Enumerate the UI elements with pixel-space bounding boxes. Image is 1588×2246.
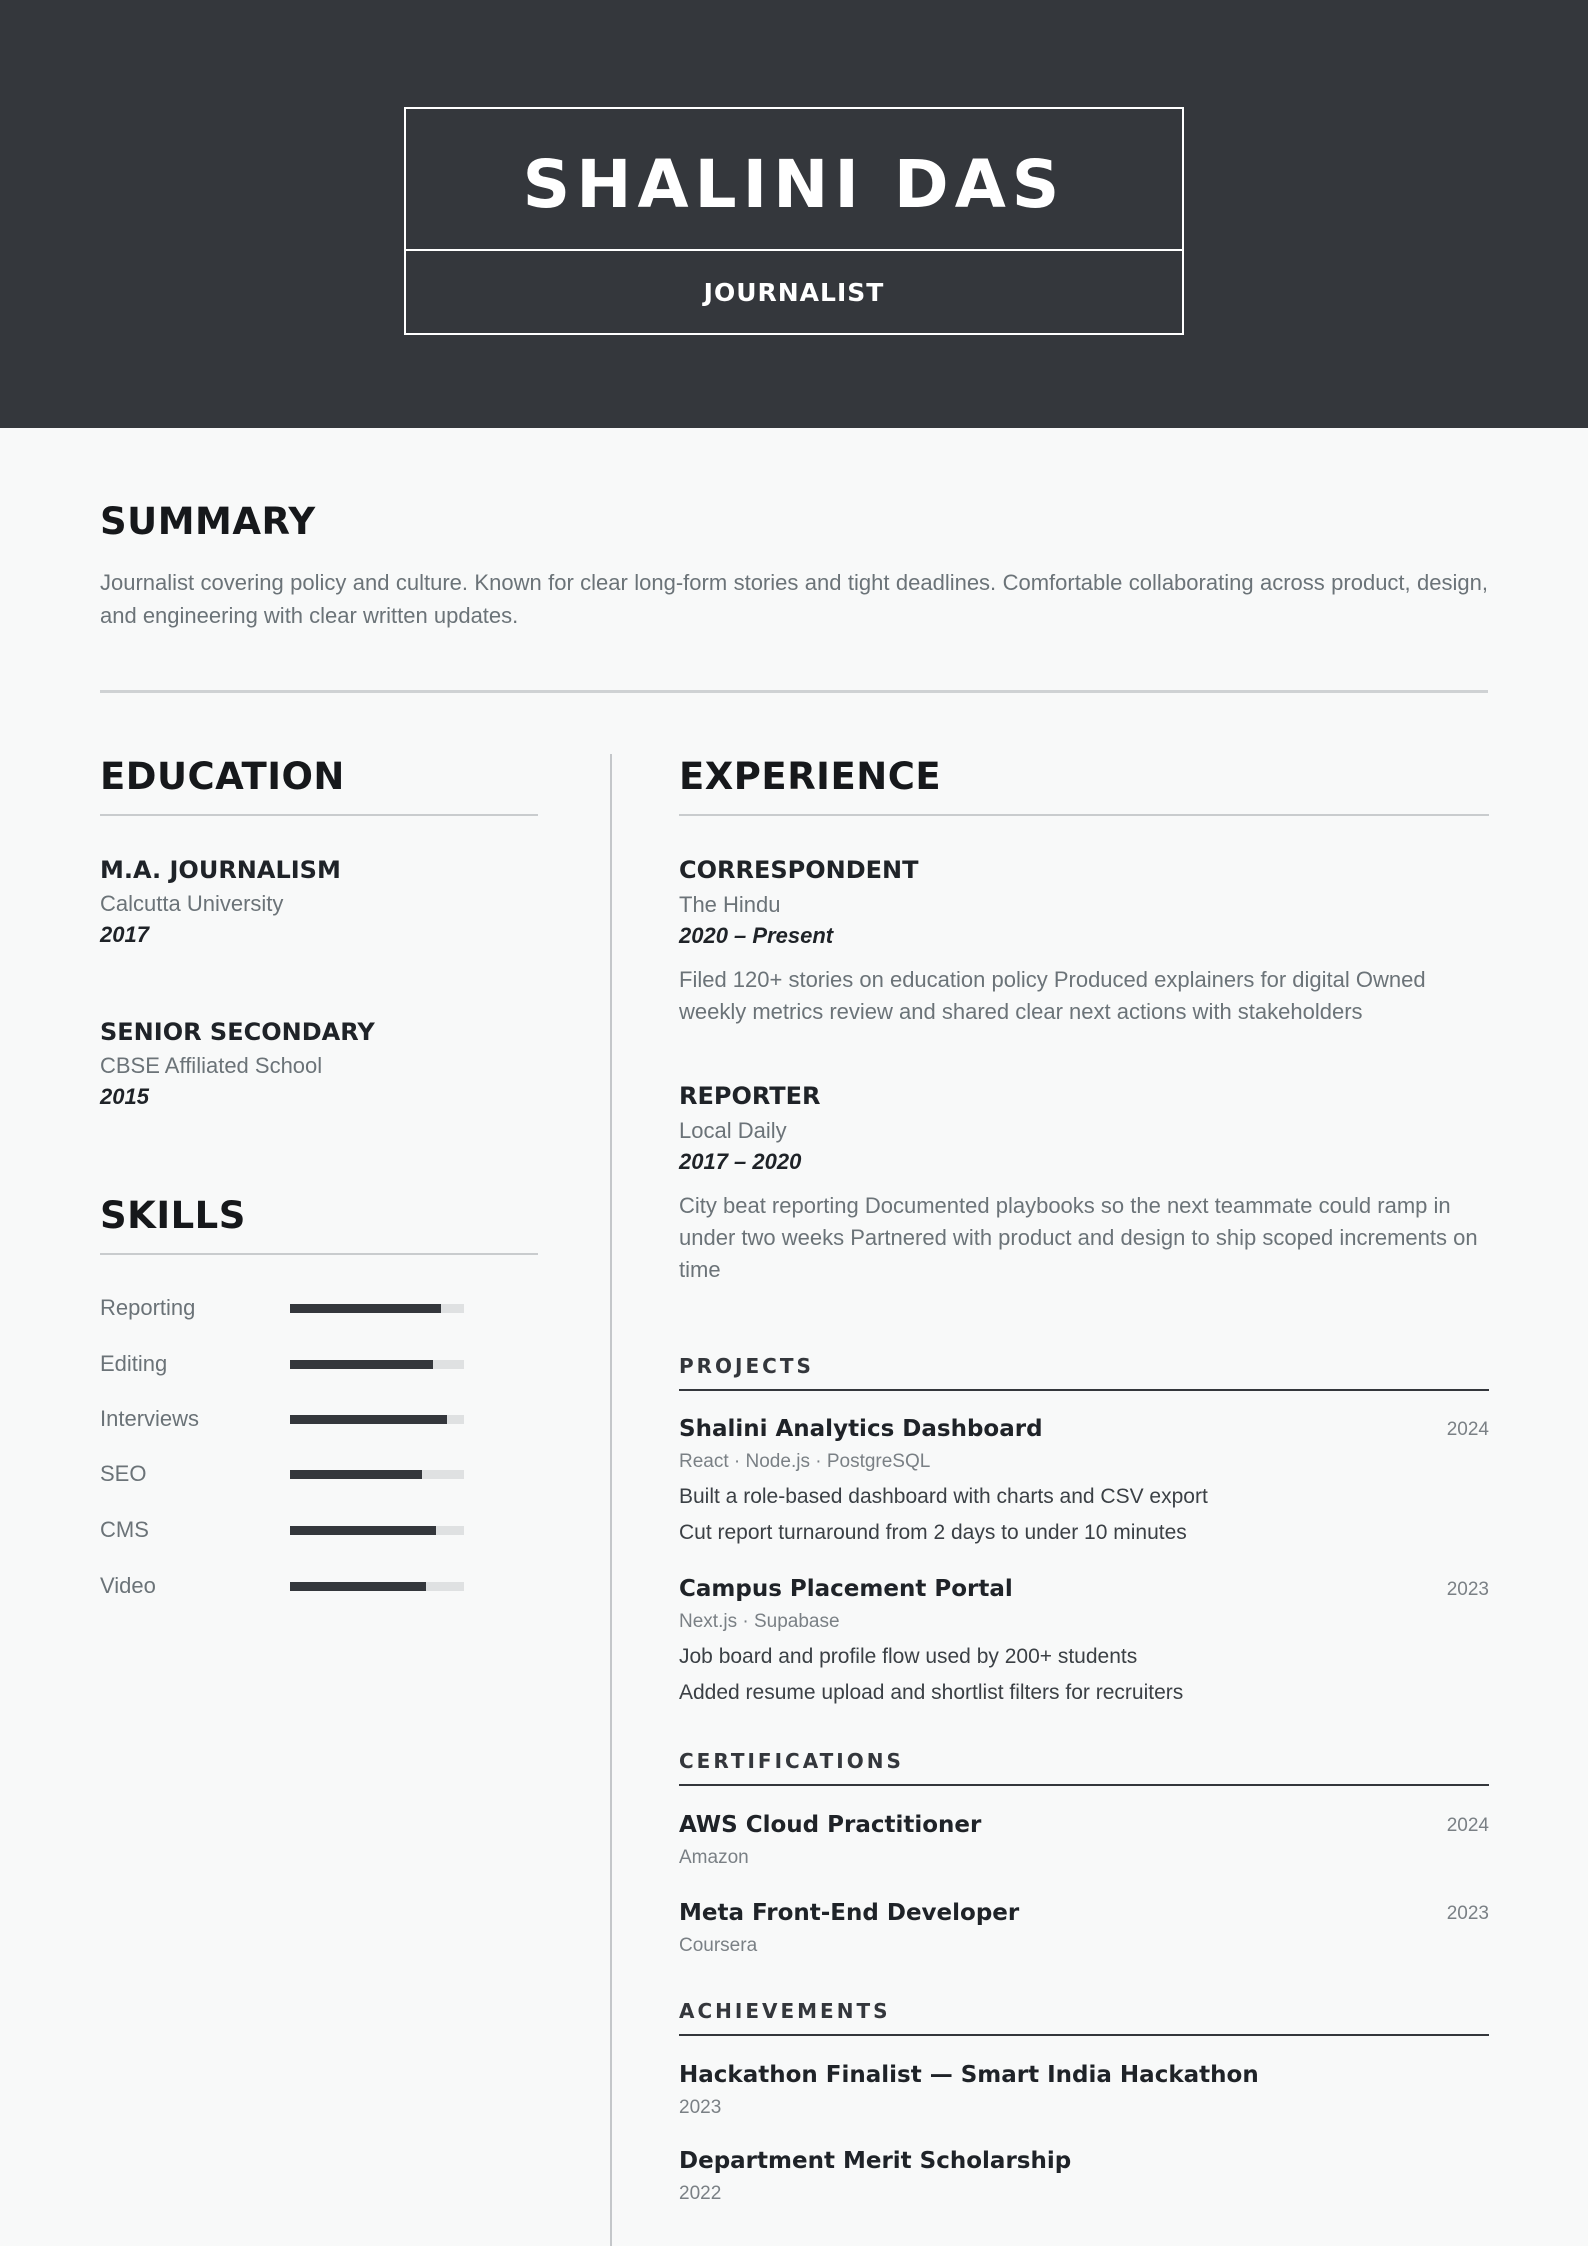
education-entry: [100, 1015, 540, 1111]
job-role-title: REPORTER: [679, 1082, 821, 1110]
achievements-rule: [679, 2034, 1489, 2036]
employer-name: Local Daily: [679, 1118, 787, 1143]
skill-name: Editing: [100, 1351, 168, 1376]
certifications-rule: [679, 1784, 1489, 1786]
certification-title: AWS Cloud Practitioner: [679, 1812, 982, 1838]
summary-divider: [100, 690, 1488, 693]
achievement-year: 2022: [679, 2183, 722, 2204]
project-entry: [679, 1573, 1489, 1711]
achievements-heading: ACHIEVEMENTS: [679, 1999, 891, 2023]
skill-bar-fill: [290, 1415, 447, 1424]
job-title: JOURNALIST: [703, 278, 885, 307]
certification-year: 2023: [1446, 1903, 1489, 1924]
achievement-year: 2023: [679, 2097, 722, 2118]
skill-bar-track: [290, 1470, 464, 1479]
skill-row: [100, 1293, 470, 1323]
degree-title: M.A. JOURNALISM: [100, 856, 341, 884]
experience-rule: [679, 814, 1489, 816]
skill-row: [100, 1571, 470, 1601]
project-title: Campus Placement Portal: [679, 1576, 1013, 1602]
skill-bar-track: [290, 1526, 464, 1535]
header-banner: [0, 0, 1588, 428]
project-tech-stack: React · Node.js · PostgreSQL: [679, 1451, 931, 1472]
employment-dates: 2017 – 2020: [679, 1149, 802, 1174]
skill-name: Reporting: [100, 1295, 196, 1320]
projects-heading: PROJECTS: [679, 1354, 814, 1378]
project-bullet: Built a role-based dashboard with charts and CSV export: [679, 1485, 1208, 1508]
job-description: City beat reporting Documented playbooks so the next teammate could ramp in under two weeks Partnered with product and design to ship scoped increments on time: [679, 1193, 1478, 1282]
certification-entry: [679, 1809, 1489, 1875]
achievement-entry: [679, 2145, 1489, 2211]
skill-row: [100, 1404, 470, 1434]
skill-bar-fill: [290, 1526, 436, 1535]
certifications-heading: CERTIFICATIONS: [679, 1749, 904, 1773]
education-year: 2017: [100, 922, 149, 947]
project-entry: [679, 1413, 1489, 1551]
project-year: 2023: [1446, 1579, 1489, 1600]
education-rule: [100, 814, 538, 816]
skills-heading: SKILLS: [100, 1194, 246, 1237]
project-bullet: Cut report turnaround from 2 days to under 10 minutes: [679, 1521, 1187, 1544]
summary-text: Journalist covering policy and culture. Known for clear long-form stories and tight deadlines. Comfortable collaborating across product, design, and engineering with clear written updates.: [100, 570, 1488, 628]
education-entry: [100, 853, 540, 949]
skill-bar-fill: [290, 1360, 433, 1369]
skill-row: [100, 1349, 470, 1379]
experience-entry: [679, 852, 1489, 1028]
summary-heading: SUMMARY: [100, 500, 316, 543]
project-title: Shalini Analytics Dashboard: [679, 1416, 1043, 1442]
skill-bar-fill: [290, 1470, 422, 1479]
skill-bar-fill: [290, 1582, 426, 1591]
school-name: CBSE Affiliated School: [100, 1053, 323, 1078]
certification-entry: [679, 1897, 1489, 1963]
certification-issuer: Amazon: [679, 1847, 749, 1868]
project-tech-stack: Next.js · Supabase: [679, 1611, 840, 1632]
project-year: 2024: [1446, 1419, 1489, 1440]
education-year: 2015: [100, 1084, 149, 1109]
projects-rule: [679, 1389, 1489, 1391]
skill-bar-track: [290, 1360, 464, 1369]
skill-name: CMS: [100, 1517, 149, 1542]
skill-name: Video: [100, 1573, 156, 1598]
achievement-entry: [679, 2059, 1489, 2125]
employment-dates: 2020 – Present: [679, 923, 834, 948]
person-name: SHALINI DAS: [522, 146, 1066, 223]
skill-bar-fill: [290, 1304, 441, 1313]
project-bullet: Added resume upload and shortlist filters for recruiters: [679, 1681, 1184, 1704]
job-description: Filed 120+ stories on education policy Produced explainers for digital Owned weekly metrics review and shared clear next actions with stakeholders: [679, 967, 1426, 1024]
name-box: [404, 107, 1184, 335]
skill-bar-track: [290, 1415, 464, 1424]
skill-row: [100, 1515, 470, 1545]
experience-entry: [679, 1078, 1489, 1286]
certification-title: Meta Front-End Developer: [679, 1900, 1020, 1926]
certification-year: 2024: [1446, 1815, 1489, 1836]
education-heading: EDUCATION: [100, 755, 345, 798]
project-bullet: Job board and profile flow used by 200+ students: [679, 1645, 1138, 1668]
skill-name: SEO: [100, 1461, 147, 1486]
school-name: Calcutta University: [100, 891, 284, 916]
skill-bar-track: [290, 1582, 464, 1591]
column-divider: [610, 754, 612, 2246]
experience-heading: EXPERIENCE: [679, 755, 942, 798]
skill-bar-track: [290, 1304, 464, 1313]
achievement-title: Hackathon Finalist — Smart India Hackathon: [679, 2062, 1259, 2088]
job-role-title: CORRESPONDENT: [679, 856, 919, 884]
employer-name: The Hindu: [679, 892, 781, 917]
certification-issuer: Coursera: [679, 1935, 758, 1956]
skills-rule: [100, 1253, 538, 1255]
achievement-title: Department Merit Scholarship: [679, 2148, 1072, 2174]
skill-name: Interviews: [100, 1406, 200, 1431]
skill-row: [100, 1459, 470, 1489]
degree-title: SENIOR SECONDARY: [100, 1018, 375, 1046]
